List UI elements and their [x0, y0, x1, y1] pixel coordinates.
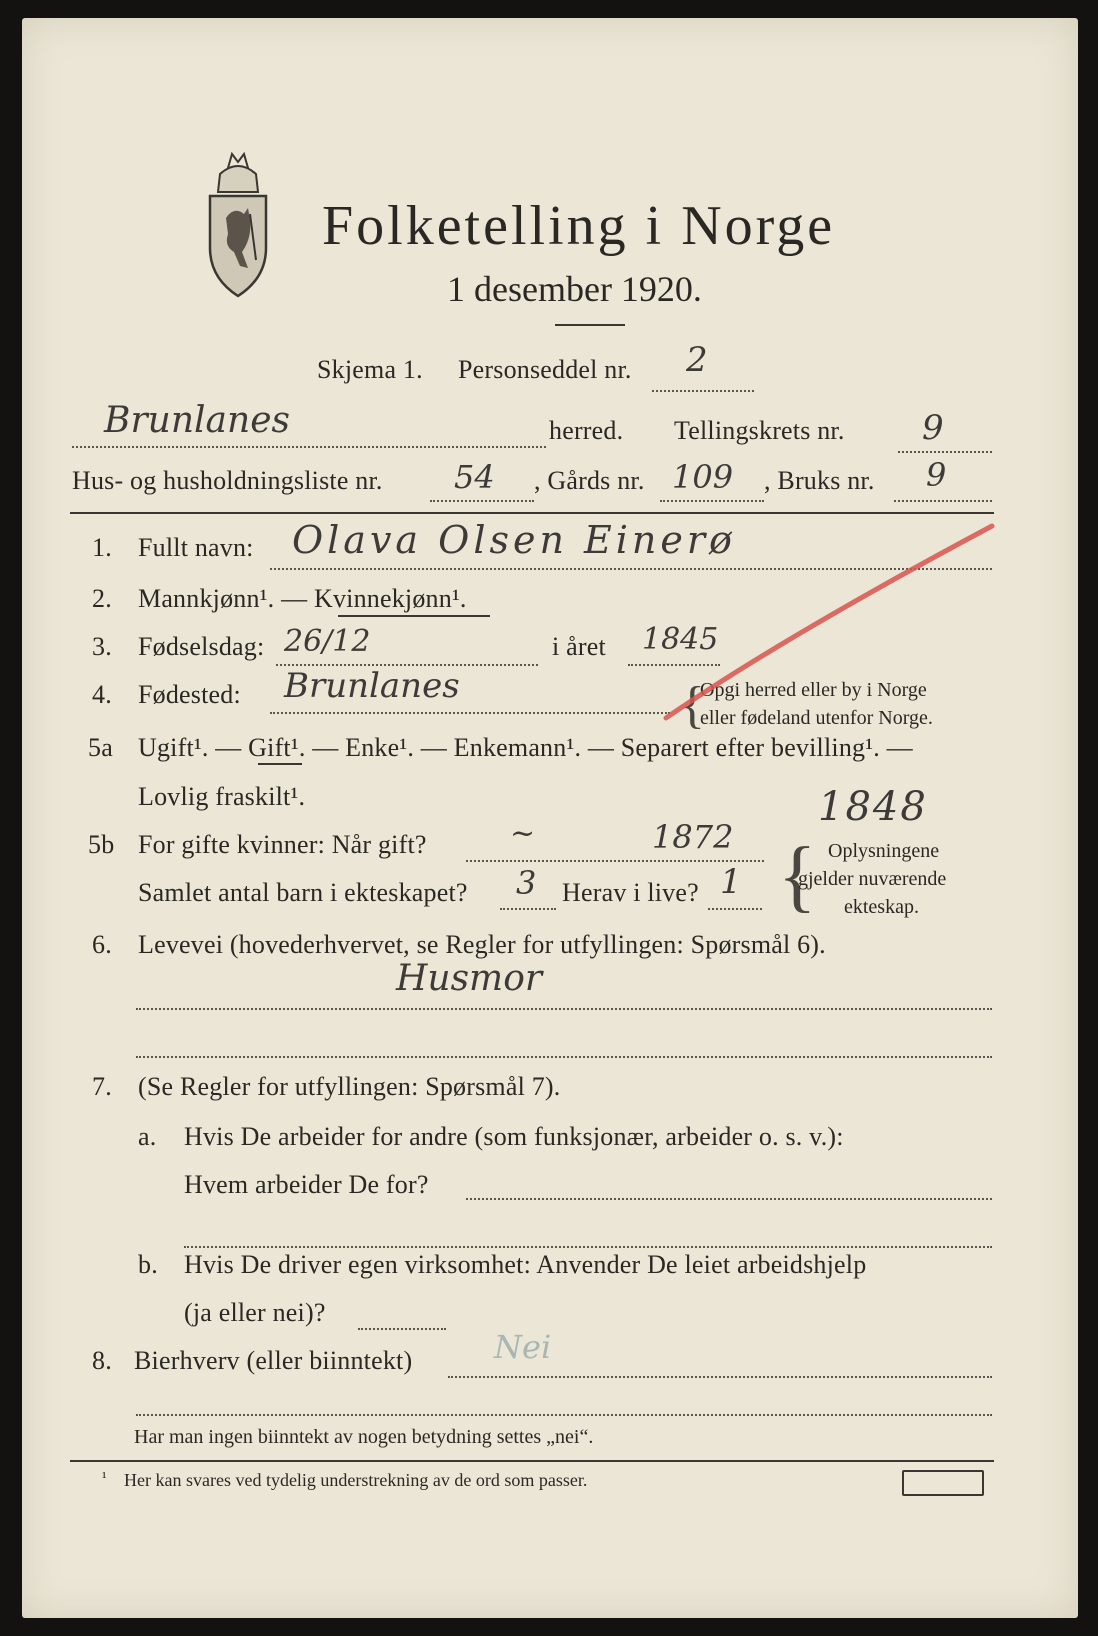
q6-value: Husmor [396, 958, 543, 999]
q5b-note-line1: Oplysningene [828, 840, 940, 862]
q7a-line2-rule [184, 1246, 992, 1248]
q4-number: 4. [92, 680, 112, 709]
q4-note-line1: Opgi herred eller by i Norge [700, 679, 927, 701]
q3-year-label: i året [552, 632, 606, 661]
q2-number: 2. [92, 584, 112, 613]
q5b-note-brace: { [778, 832, 817, 920]
q5b-alive-line [708, 908, 762, 910]
personseddel-line [652, 390, 754, 392]
q7a-line2: Hvem arbeider De for? [184, 1170, 429, 1199]
q7-number: 7. [92, 1072, 112, 1101]
gards-line [660, 500, 764, 502]
personseddel-value: 2 [686, 340, 708, 380]
q4-label: Fødested: [138, 680, 241, 709]
q8-line [448, 1376, 992, 1378]
q5b-note-line3: ekteskap. [844, 896, 919, 918]
q8-line2 [136, 1414, 992, 1416]
q2-underline [338, 615, 490, 617]
footer-rule [70, 1460, 994, 1462]
herred-value: Brunlanes [104, 400, 290, 441]
q5b-children-value: 3 [516, 864, 537, 902]
q5b-note-line2: gjelder nuværende [798, 868, 947, 890]
q4-note-line2: eller fødeland utenfor Norge. [700, 707, 933, 729]
q6-line1 [136, 1008, 992, 1010]
footer-note: Har man ingen biinntekt av nogen betydning settes „nei“. [134, 1426, 594, 1448]
q8-value: Nei [494, 1328, 552, 1366]
tellingskrets-value: 9 [922, 408, 944, 448]
herred-line [72, 446, 546, 448]
q2-label: Mannkjønn¹. — Kvinnekjønn¹. [138, 584, 467, 613]
q3-number: 3. [92, 632, 112, 661]
tellingskrets-line [898, 451, 992, 453]
husliste-line [430, 500, 534, 502]
header-rule [70, 512, 994, 514]
q5a-line1: Ugift¹. — Gift¹. — Enke¹. — Enkemann¹. — Separert efter bevilling¹. — [138, 733, 913, 762]
q5a-line2: Lovlig fraskilt¹. [138, 782, 306, 811]
q5b-dash: ~ [510, 816, 536, 851]
gards-value: 109 [672, 458, 734, 496]
q8-number: 8. [92, 1346, 112, 1375]
q7a-answer-line [466, 1198, 992, 1200]
q6-label: Levevei (hovederhvervet, se Regler for utfyllingen: Spørsmål 6). [138, 930, 826, 959]
q5b-children-line [500, 908, 556, 910]
herred-label: herred. [549, 416, 624, 445]
tellingskrets-label: Tellingskrets nr. [674, 416, 845, 445]
census-form [22, 18, 1078, 1618]
personseddel-label: Personseddel nr. [458, 355, 632, 384]
q5b-annotation: 1848 [818, 784, 928, 830]
q4-value: Brunlanes [284, 666, 460, 706]
q7-label: (Se Regler for utfyllingen: Spørsmål 7). [138, 1072, 561, 1101]
q7b-line1: Hvis De driver egen virksomhet: Anvender De leiet arbeidshjelp [184, 1250, 867, 1279]
coat-of-arms-icon [198, 148, 278, 308]
husliste-label: Hus- og husholdningsliste nr. [72, 466, 383, 495]
q8-label: Bierhverv (eller biinntekt) [134, 1346, 413, 1375]
bruks-value: 9 [926, 456, 947, 494]
bruks-line [894, 500, 992, 502]
red-pencil-mark [662, 518, 1002, 728]
bruks-label: , Bruks nr. [764, 466, 875, 495]
q5a-gift-underline [258, 763, 302, 765]
q5b-alive-label: Herav i live? [562, 878, 699, 907]
q7b-answer-line [358, 1328, 446, 1330]
form-title: Folketelling i Norge [322, 195, 836, 257]
title-divider [555, 324, 625, 326]
q5b-value: 1872 [652, 818, 734, 856]
q3-value: 26/12 [284, 624, 371, 659]
q4-note-brace: { [680, 677, 705, 734]
q7a-number: a. [138, 1122, 157, 1151]
footnote-text: Her kan svares ved tydelig understrekning av de ord som passer. [124, 1470, 588, 1490]
q1-value: Olava Olsen Einerø [292, 518, 736, 562]
q1-number: 1. [92, 533, 112, 562]
q1-label: Fullt navn: [138, 533, 254, 562]
q5b-number: 5b [88, 830, 115, 859]
gards-label: , Gårds nr. [534, 466, 645, 495]
q7b-number: b. [138, 1250, 158, 1279]
q4-line [270, 712, 670, 714]
q3-label: Fødselsdag: [138, 632, 265, 661]
census-date: 1 desember 1920. [447, 269, 702, 309]
q6-number: 6. [92, 930, 112, 959]
q5b-children-label: Samlet antal barn i ekteskapet? [138, 878, 468, 907]
schema-label: Skjema 1. [317, 355, 423, 384]
footnote-mark: ¹ [102, 1470, 107, 1486]
printer-stamp [902, 1470, 984, 1496]
q3-year-value: 1845 [642, 622, 719, 657]
q7b-line2: (ja eller nei)? [184, 1298, 326, 1327]
q5a-number: 5a [88, 733, 113, 762]
husliste-value: 54 [454, 458, 495, 496]
q7a-line1: Hvis De arbeider for andre (som funksjonær, arbeider o. s. v.): [184, 1122, 844, 1151]
q5b-alive-value: 1 [720, 862, 742, 902]
q6-line2 [136, 1056, 992, 1058]
q5b-label: For gifte kvinner: Når gift? [138, 830, 427, 859]
